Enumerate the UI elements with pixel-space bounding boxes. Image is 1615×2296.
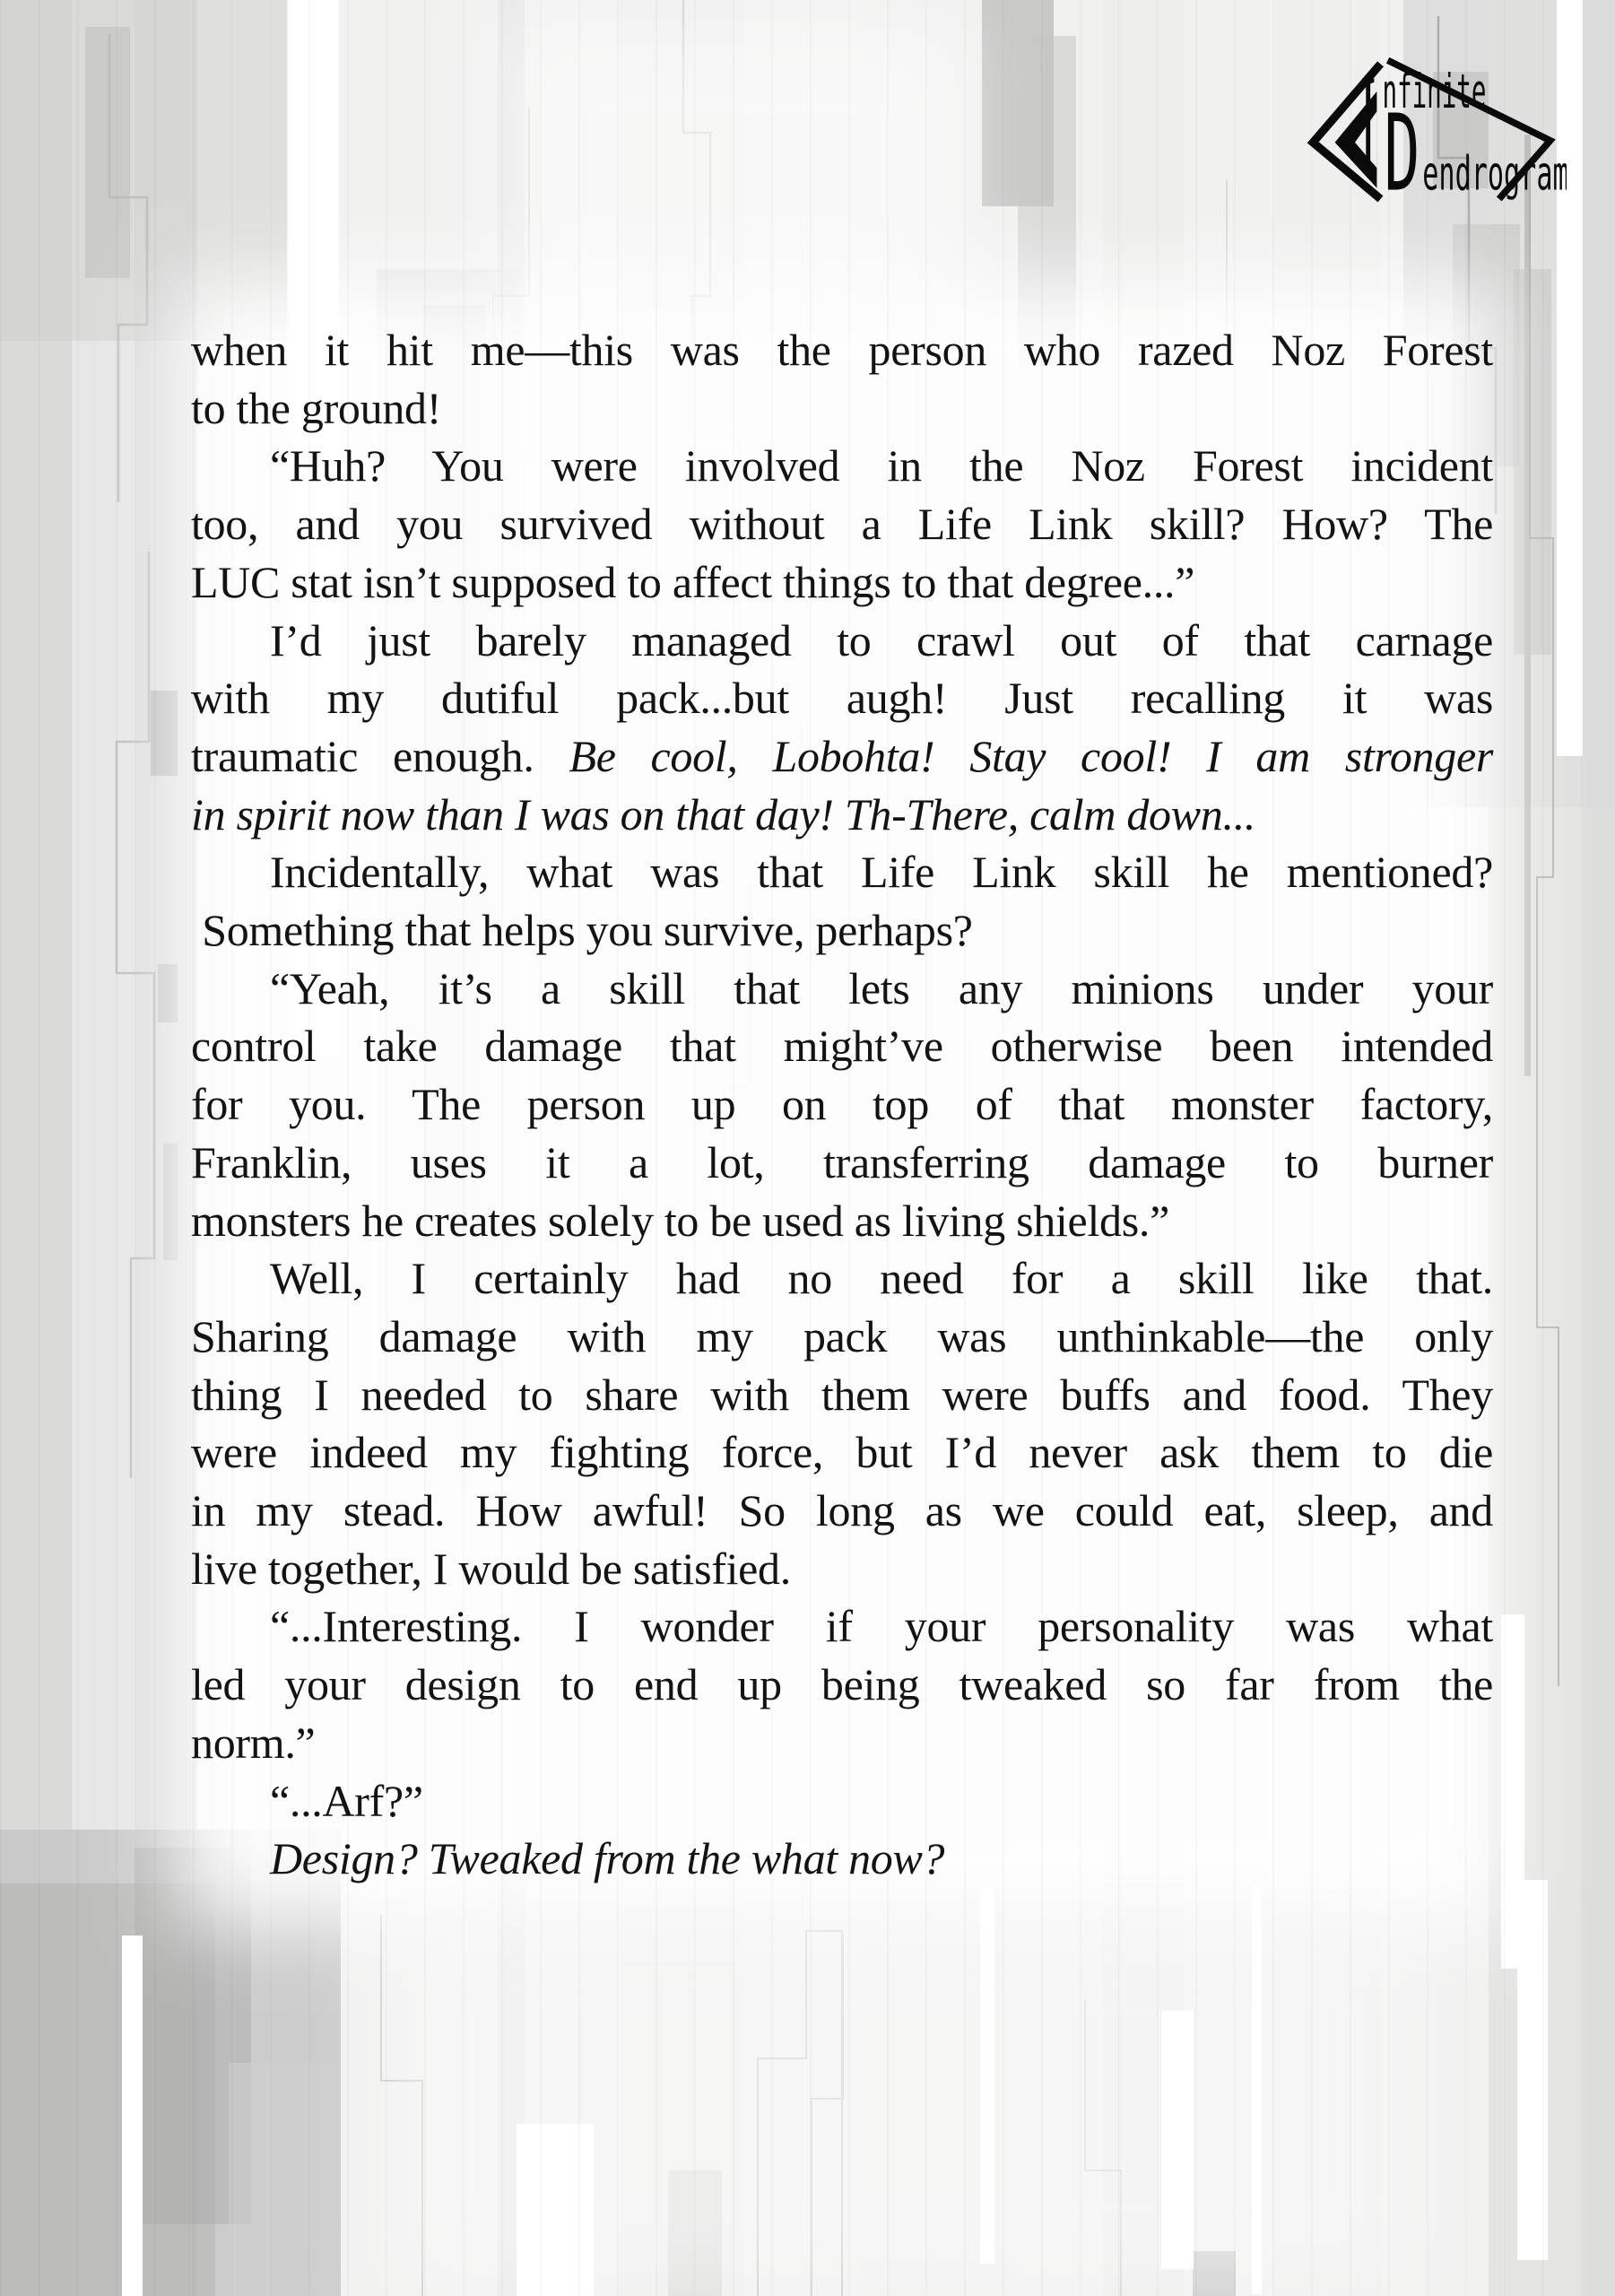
text-line: norm.” [191, 1717, 316, 1768]
text-line: LUC stat isn’t supposed to affect things to that degree...” [191, 556, 1195, 607]
text-line: “...Interesting. I wonder if your personality was what [270, 1601, 1493, 1652]
logo-word-dendrogram: endrogram [1422, 146, 1567, 203]
text-line: “Huh? You were involved in the Noz Forest incident [270, 440, 1493, 491]
text-line: monsters he creates solely to be used as living shields.” [191, 1195, 1169, 1246]
infinite-dendrogram-logo [1302, 50, 1567, 203]
text-line: control take damage that might’ve otherwise been intended [191, 1021, 1493, 1072]
text-line: led your design to end up being tweaked so far from the [191, 1659, 1493, 1710]
text-line: for you. The person up on top of that monster factory, [191, 1079, 1493, 1130]
text-line: thing I needed to share with them were buffs and food. They [191, 1369, 1493, 1420]
text-line: were indeed my fighting force, but I’d never ask them to die [191, 1427, 1493, 1478]
text-line: Well, I certainly had no need for a skill like that. [270, 1253, 1493, 1304]
text-line: Sharing damage with my pack was unthinkable—the only [191, 1310, 1493, 1361]
text-line: to the ground! [191, 382, 442, 433]
text-line: in spirit now than I was on that day! Th-There, calm down... [191, 788, 1256, 839]
logo-word-infinite: nfinite [1382, 64, 1487, 119]
text-line: Something that helps you survive, perhaps? [191, 905, 973, 956]
text-line: Design? Tweaked from the what now? [270, 1833, 945, 1884]
text-line: I’d just barely managed to crawl out of that carnage [270, 614, 1493, 665]
page-text [191, 321, 1493, 1888]
text-line: with my dutiful pack...but augh! Just recalling it was [191, 673, 1493, 724]
text-line: live together, I would be satisfied. [191, 1543, 791, 1594]
logo-initial-d: D [1384, 92, 1420, 203]
text-line: “Yeah, it’s a skill that lets any minions under your [270, 962, 1493, 1013]
text-line: in my stead. How awful! So long as we could eat, sleep, and [191, 1485, 1493, 1536]
text-line: Franklin, uses it a lot, transferring damage to burner [191, 1136, 1493, 1187]
text-line: traumatic enough. Be cool, Lobohta! Stay cool! I am stronger [191, 730, 1494, 781]
logo-initial-i: I [1360, 50, 1376, 198]
text-line: Incidentally, what was that Life Link skill he mentioned? [270, 847, 1493, 898]
text-line: when it hit me—this was the person who razed Noz Forest [191, 325, 1493, 375]
text-line: “...Arf?” [270, 1775, 423, 1826]
logo-monogram-icon [1302, 50, 1567, 203]
text-line: too, and you survived without a Life Link skill? How? The [191, 499, 1493, 550]
